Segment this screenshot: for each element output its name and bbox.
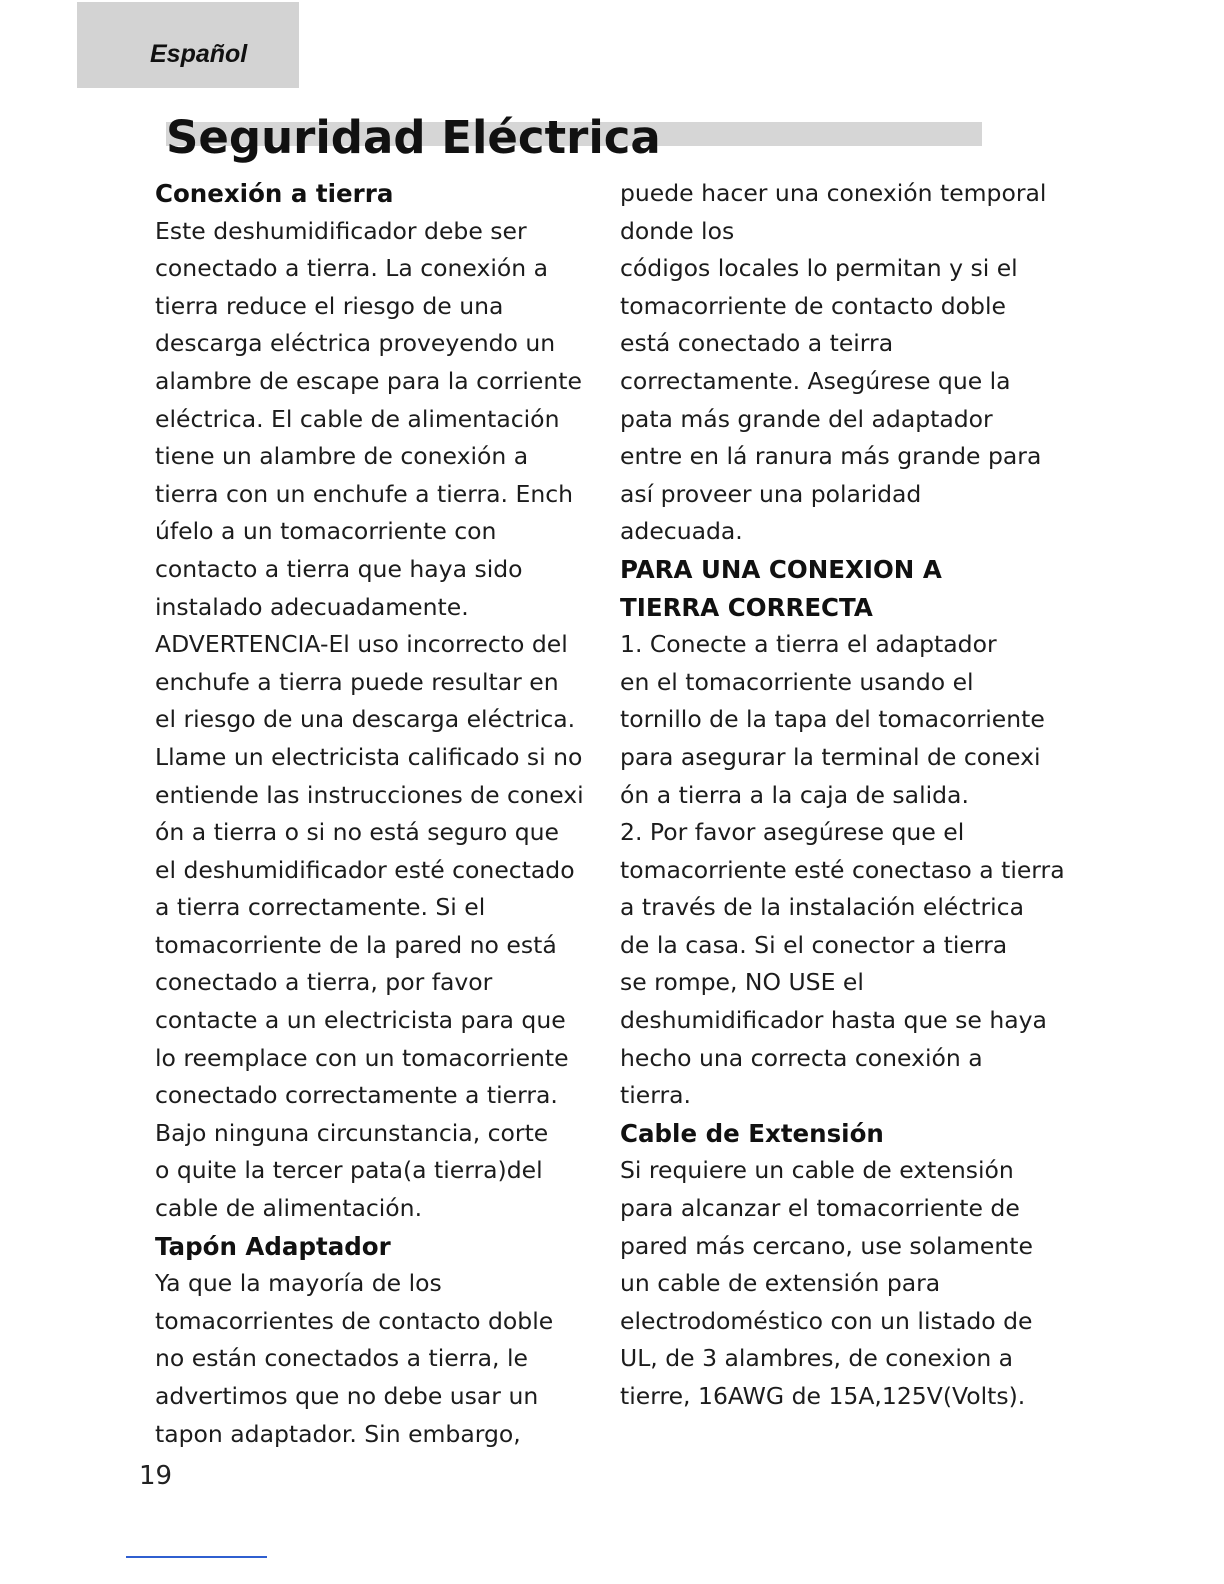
text-line: tapon adaptador. Sin embargo, [155, 1419, 521, 1448]
language-label: Español [150, 40, 248, 68]
section-heading: TIERRA CORRECTA [620, 592, 873, 622]
text-line: así proveer una polaridad [620, 479, 922, 508]
text-line: tomacorriente esté conectaso a tierra [620, 855, 1065, 884]
page-title: Seguridad Eléctrica [166, 111, 661, 164]
footer-rule [126, 1556, 267, 1558]
text-line: tomacorriente de contacto doble [620, 291, 1006, 320]
text-line: el riesgo de una descarga eléctrica. [155, 705, 576, 734]
text-line: enchufe a tierra puede resultar en [155, 667, 559, 696]
text-line: úfelo a un tomacorriente con [155, 517, 497, 546]
text-line: instalado adecuadamente. [155, 592, 469, 621]
text-line: contacto a tierra que haya sido [155, 554, 523, 583]
text-line: el deshumidificador esté conectado [155, 855, 575, 884]
text-line: electrodoméstico con un listado de [620, 1306, 1033, 1335]
text-line: conectado correctamente a tierra. [155, 1081, 558, 1110]
text-line: tomacorriente de la pared no está [155, 930, 557, 959]
text-line: no están conectados a tierra, le [155, 1344, 528, 1373]
text-line: Este deshumidificador debe ser [155, 216, 527, 245]
text-line: tornillo de la tapa del tomacorriente [620, 705, 1045, 734]
text-line: Llame un electricista calificado si no [155, 742, 583, 771]
text-line: tierra. [620, 1081, 691, 1110]
text-line: conectado a tierra, por favor [155, 968, 493, 997]
text-line: pata más grande del adaptador [620, 404, 993, 433]
text-line: para asegurar la terminal de conexi [620, 742, 1041, 771]
section-heading: Cable de Extensión [620, 1118, 884, 1148]
text-line: lo reemplace con un tomacorriente [155, 1043, 569, 1072]
section-heading: Tapón Adaptador [155, 1231, 391, 1261]
text-line: Si requiere un cable de extensión [620, 1156, 1014, 1185]
text-line: tierre, 16AWG de 15A,125V(Volts). [620, 1382, 1026, 1410]
text-line: conectado a tierra. La conexión a [155, 254, 549, 283]
text-line: para alcanzar el tomacorriente de [620, 1194, 1020, 1223]
text-line: alambre de escape para la corriente [155, 366, 582, 395]
text-line: puede hacer una conexión temporal [620, 179, 1047, 207]
text-line: tierra con un enchufe a tierra. Ench [155, 479, 574, 508]
text-line: deshumidificador hasta que se haya [620, 1006, 1047, 1035]
section-heading: Conexión a tierra [155, 179, 394, 208]
text-line: un cable de extensión para [620, 1269, 941, 1298]
right-column [620, 175, 1065, 1416]
text-line: 2. Por favor asegúrese que el [620, 818, 965, 847]
text-line: pared más cercano, use solamente [620, 1231, 1033, 1260]
text-line: contacte a un electricista para que [155, 1006, 566, 1035]
text-line: tomacorrientes de contacto doble [155, 1306, 554, 1335]
text-line: UL, de 3 alambres, de conexion a [620, 1344, 1014, 1373]
text-line: o quite la tercer pata(a tierra)del [155, 1156, 543, 1185]
text-line: 1. Conecte a tierra el adaptador [620, 630, 997, 659]
text-line: adecuada. [620, 517, 743, 546]
text-line: ón a tierra o si no está seguro que [155, 818, 559, 847]
text-line: se rompe, NO USE el [620, 968, 864, 997]
text-line: ón a tierra a la caja de salida. [620, 780, 969, 809]
text-line: eléctrica. El cable de alimentación [155, 404, 560, 433]
left-column [155, 175, 605, 1453]
text-line: está conectado a teirra [620, 329, 894, 358]
text-line: advertimos que no debe usar un [155, 1382, 539, 1410]
page-number: 19 [139, 1461, 173, 1491]
text-line: a través de la instalación eléctrica [620, 893, 1024, 922]
text-line: hecho una correcta conexión a [620, 1043, 983, 1072]
text-line: correctamente. Asegúrese que la [620, 366, 1011, 395]
text-line: entiende las instrucciones de conexi [155, 780, 584, 809]
text-line: descarga eléctrica proveyendo un [155, 329, 556, 358]
text-line: Bajo ninguna circunstancia, corte [155, 1118, 549, 1147]
text-line: cable de alimentación. [155, 1194, 423, 1223]
text-line: tierra reduce el riesgo de una [155, 291, 504, 320]
text-line: Ya que la mayoría de los [155, 1269, 442, 1298]
text-line: códigos locales lo permitan y si el [620, 254, 1018, 283]
text-line: entre en lá ranura más grande para [620, 442, 1042, 471]
text-line: de la casa. Si el conector a tierra [620, 930, 1008, 959]
language-tab [77, 2, 299, 88]
section-heading: PARA UNA CONEXION A [620, 554, 942, 584]
text-line: en el tomacorriente usando el [620, 667, 974, 696]
text-line: tiene un alambre de conexión a [155, 442, 529, 471]
text-line: a tierra correctamente. Si el [155, 893, 486, 922]
text-line: ADVERTENCIA-El uso incorrecto del [155, 630, 568, 659]
text-line: donde los [620, 216, 735, 245]
